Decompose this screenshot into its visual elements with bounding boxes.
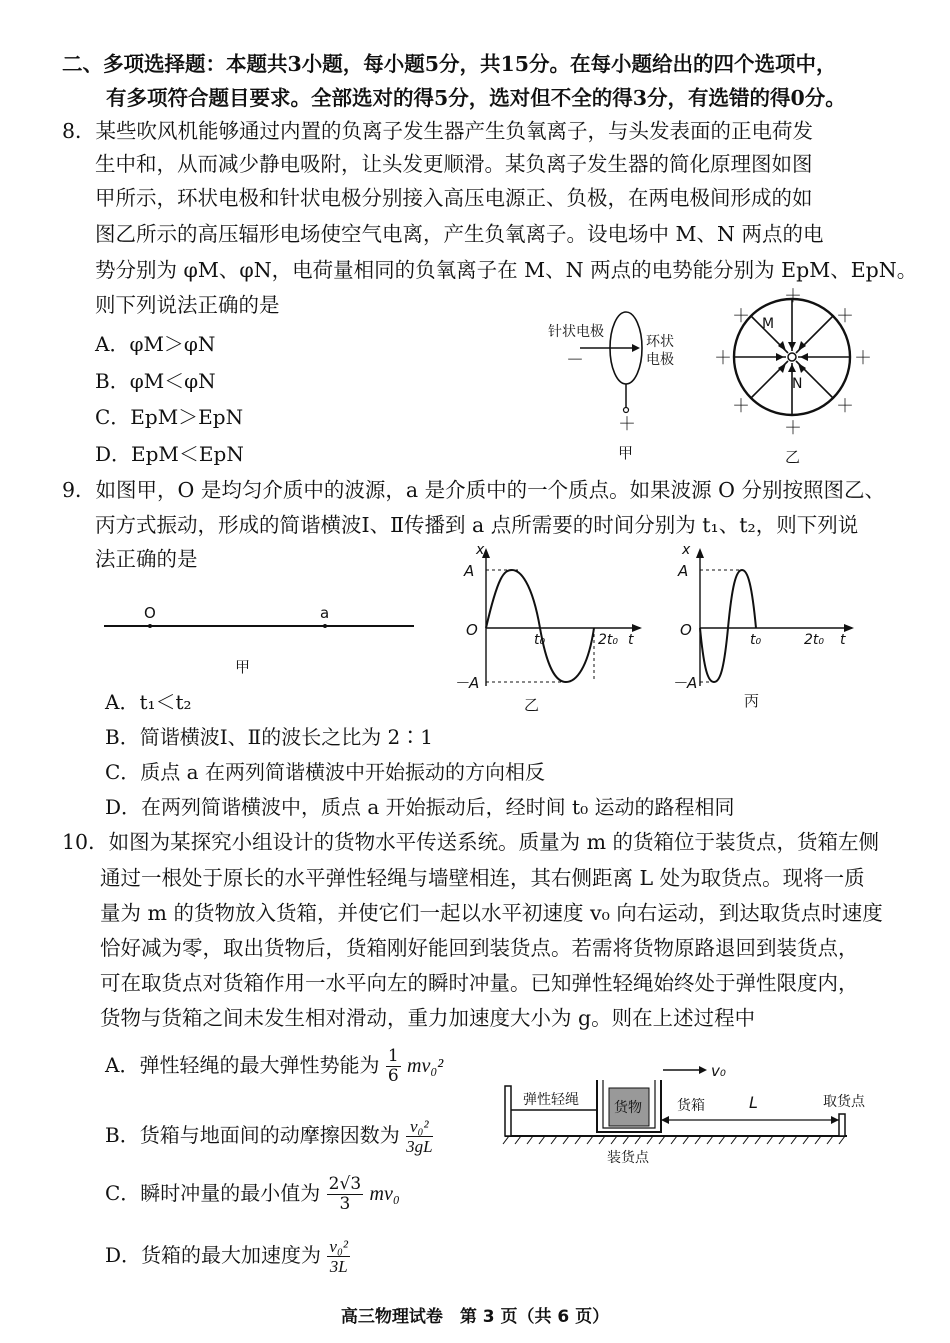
x-label: x bbox=[682, 542, 691, 558]
v0-label: v₀ bbox=[711, 1062, 726, 1080]
q8-line4: 图乙所示的高压辐形电场使空气电离，产生负氧离子。设电场中 M、N 两点的电 bbox=[95, 222, 824, 246]
q9-line1: 9．如图甲，O 是均匀介质中的波源，a 是介质中的一个质点。如果波源 O 分别按照图乙、 bbox=[62, 478, 885, 502]
q10-line1: 10．如图为某探究小组设计的货物水平传送系统。质量为 m 的货箱位于装货点，货箱左侧 bbox=[62, 830, 880, 854]
denominator: 3gL bbox=[406, 1137, 433, 1156]
q8-line1: 8．某些吹风机能够通过内置的负离子发生器产生负氧离子，与头发表面的正电荷发 bbox=[62, 119, 814, 143]
q10-line3: 量为 m 的货物放入货箱，并使它们一起以水平初速度 v₀ 向右运动，到达取货点时速度 bbox=[100, 901, 883, 925]
fig-caption-yi: 乙 bbox=[785, 448, 801, 466]
minus-sign: － bbox=[566, 350, 584, 371]
x-label: x bbox=[476, 542, 485, 558]
q10-option-c-tail: mv₀ bbox=[369, 1183, 400, 1205]
q10-line5: 可在取货点对货箱作用一水平向左的瞬时冲量。已知弹性轻绳始终处于弹性限度内， bbox=[100, 971, 859, 995]
ground-hatching bbox=[503, 1136, 845, 1144]
q10-option-b-text: B．货箱与地面间的动摩擦因数为 bbox=[105, 1123, 400, 1147]
q8-option-b[interactable]: B．φM＜φN bbox=[95, 369, 216, 393]
q9-option-d[interactable]: D．在两列简谐横波中，质点 a 开始振动后，经时间 t₀ 运动的路程相同 bbox=[105, 795, 735, 819]
a-label: A bbox=[464, 562, 475, 580]
page-footer: 高三物理试卷 第 3 页（共 6 页） bbox=[340, 1307, 610, 1327]
t-axis-arrow-icon bbox=[632, 624, 642, 632]
q10-line6: 货物与货箱之间未发生相对滑动，重力加速度大小为 g。则在上述过程中 bbox=[100, 1006, 756, 1030]
ring-electrode-label1: 环状 bbox=[646, 334, 674, 350]
q8-line3: 甲所示，环状电极和针状电极分别接入高压电源正、负极，在两电极间形成的如 bbox=[95, 186, 813, 210]
q9-line2: 丙方式振动，形成的简谐横波Ⅰ、Ⅱ传播到 a 点所需要的时间分别为 t₁、t₂，则下列说 bbox=[95, 513, 859, 537]
needle-electrode-label: 针状电极 bbox=[548, 324, 604, 340]
rope-label: 弹性轻绳 bbox=[523, 1092, 579, 1108]
radial-field-lines bbox=[734, 299, 850, 415]
wall bbox=[505, 1086, 511, 1136]
fraction bbox=[327, 1176, 363, 1213]
wave-curve bbox=[486, 570, 594, 682]
t-label: t bbox=[628, 632, 634, 648]
center-needle bbox=[788, 353, 796, 361]
svg-text:＋: ＋ bbox=[854, 348, 872, 369]
q10-option-d-text: D．货箱的最大加速度为 bbox=[105, 1243, 322, 1267]
fraction bbox=[406, 1118, 432, 1155]
q8-line6: 则下列说法正确的是 bbox=[95, 293, 280, 317]
velocity-arrow-head-icon bbox=[699, 1066, 707, 1074]
t-label: t bbox=[840, 632, 846, 648]
q9-figure-bing bbox=[670, 540, 860, 715]
origin-label: O bbox=[680, 621, 692, 639]
q10-figure bbox=[495, 1052, 875, 1170]
t0-label: t₀ bbox=[750, 632, 762, 648]
fraction bbox=[327, 1238, 350, 1275]
ring-electrode-label2: 电极 bbox=[646, 352, 674, 368]
a-label: A bbox=[678, 562, 689, 580]
q8-figure-jia bbox=[540, 300, 720, 470]
q10-option-c[interactable] bbox=[105, 1176, 400, 1213]
q8-option-c[interactable]: C．EpM＞EpN bbox=[95, 405, 244, 429]
numerator: 1 bbox=[387, 1046, 399, 1066]
q10-line4: 恰好减为零，取出货物后，货箱刚好能回到装货点。若需将货物原路退回到装货点， bbox=[100, 936, 859, 960]
numerator: v₀² bbox=[329, 1237, 348, 1256]
2t0-label: 2t₀ bbox=[804, 632, 825, 648]
point-a bbox=[323, 624, 327, 628]
fig-caption-yi: 乙 bbox=[524, 696, 540, 714]
fig-caption-jia: 甲 bbox=[235, 658, 251, 676]
point-a-label: a bbox=[320, 604, 330, 622]
q10-line2: 通过一根处于原长的水平弹性轻绳与墙壁相连，其右侧距离 L 处为取货点。现将一质 bbox=[100, 866, 865, 890]
q9-figure-jia bbox=[100, 598, 420, 678]
terminal bbox=[624, 408, 629, 413]
l-label: L bbox=[749, 1093, 758, 1112]
q9-option-c[interactable]: C．质点 a 在两列简谐横波中开始振动的方向相反 bbox=[105, 760, 545, 784]
source-point bbox=[148, 624, 152, 628]
neg-a-label: －A bbox=[454, 674, 480, 692]
arrow-head-icon bbox=[632, 344, 640, 352]
svg-text:＋: ＋ bbox=[784, 286, 802, 307]
q10-option-c-text: C．瞬时冲量的最小值为 bbox=[105, 1181, 321, 1205]
svg-text:＋: ＋ bbox=[836, 306, 854, 327]
section-header-line2: 有多项符合题目要求。全部选对的得5分，选对但不全的得3分，有选错的得0分。 bbox=[106, 86, 846, 110]
svg-text:＋: ＋ bbox=[836, 396, 854, 417]
svg-text:＋: ＋ bbox=[732, 306, 750, 327]
x-axis-arrow-icon bbox=[696, 548, 704, 558]
point-n-label: N bbox=[792, 376, 803, 392]
q8-option-d[interactable]: D．EpM＜EpN bbox=[95, 442, 244, 466]
t-axis-arrow-icon bbox=[844, 624, 854, 632]
numerator: 2√3 bbox=[328, 1174, 362, 1194]
t0-label: t₀ bbox=[534, 632, 546, 648]
field-arrow-heads bbox=[776, 341, 808, 373]
q8-line5: 势分别为 φM、φN，电荷量相同的负氧离子在 M、N 两点的电势能分别为 EpM、EpN。 bbox=[95, 258, 918, 282]
source-o-label: O bbox=[144, 604, 156, 622]
svg-text:＋: ＋ bbox=[732, 396, 750, 417]
svg-text:＋: ＋ bbox=[784, 418, 802, 439]
fig-caption-bing: 丙 bbox=[744, 692, 760, 710]
q8-figure-yi bbox=[712, 282, 872, 467]
distance-arrow-right-icon bbox=[831, 1116, 839, 1124]
pickup-label: 取货点 bbox=[823, 1094, 865, 1110]
q9-figure-yi bbox=[448, 540, 648, 715]
q9-line3: 法正确的是 bbox=[95, 547, 198, 571]
distance-arrow-left-icon bbox=[661, 1116, 669, 1124]
q10-option-a[interactable] bbox=[105, 1048, 443, 1085]
fraction bbox=[386, 1048, 401, 1085]
denominator: 6 bbox=[387, 1066, 399, 1086]
section-header-line1: 二、多项选择题：本题共3小题，每小题5分，共15分。在每小题给出的四个选项中， bbox=[62, 52, 837, 76]
q9-option-a[interactable]: A．t₁＜t₂ bbox=[105, 690, 192, 714]
q9-option-b[interactable]: B．简谐横波Ⅰ、Ⅱ的波长之比为 2∶1 bbox=[105, 725, 433, 749]
numerator: v₀² bbox=[406, 1118, 432, 1137]
q10-option-a-text: A．弹性轻绳的最大弹性势能为 bbox=[105, 1053, 380, 1077]
fig-caption-jia: 甲 bbox=[618, 444, 634, 462]
q10-option-b[interactable] bbox=[105, 1118, 433, 1155]
wave-curve bbox=[700, 570, 756, 682]
box-label: 货箱 bbox=[677, 1098, 705, 1114]
plus-sign: ＋ bbox=[618, 414, 636, 435]
origin-label: O bbox=[466, 621, 478, 639]
denominator: 3 bbox=[339, 1194, 351, 1214]
q8-option-a[interactable]: A．φM＞φN bbox=[95, 332, 216, 356]
loading-point-label: 装货点 bbox=[607, 1150, 649, 1166]
q8-line2: 生中和，从而减少静电吸附，让头发更顺滑。某负离子发生器的简化原理图如图 bbox=[95, 152, 813, 176]
svg-text:＋: ＋ bbox=[714, 348, 732, 369]
q10-option-d[interactable] bbox=[105, 1238, 350, 1275]
cargo-label: 货物 bbox=[614, 1100, 642, 1116]
q10-option-a-tail: mv₀² bbox=[407, 1055, 444, 1077]
point-m-label: M bbox=[762, 316, 775, 332]
2t0-label: 2t₀ bbox=[598, 632, 619, 648]
denominator: 3L bbox=[329, 1257, 348, 1276]
neg-a-label: －A bbox=[672, 674, 698, 692]
pickup-post bbox=[839, 1114, 845, 1136]
